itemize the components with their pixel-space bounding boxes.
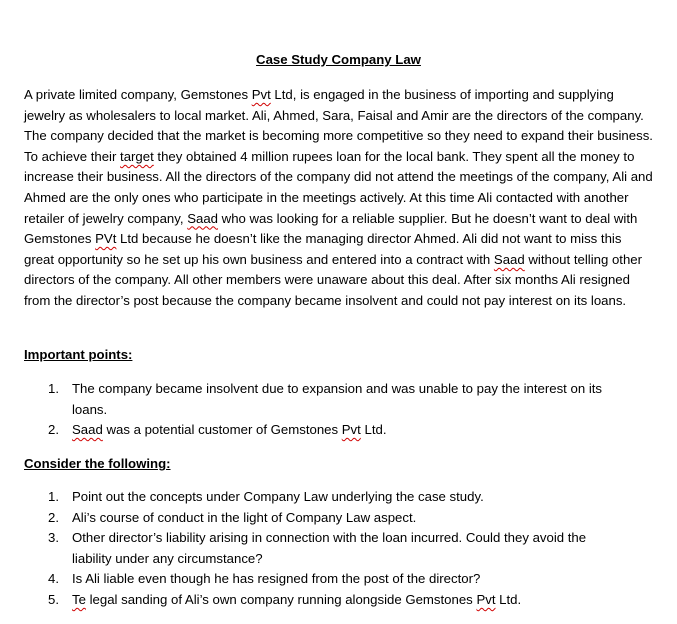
page-title: Case Study Company Law bbox=[256, 52, 421, 67]
list-item bbox=[24, 420, 624, 441]
list-number: 1. bbox=[48, 381, 59, 396]
spellcheck-word: Pvt bbox=[251, 87, 271, 102]
list-text: Te legal sanding of Ali’s own company running alongside Gemstones Pvt Ltd. bbox=[72, 591, 522, 607]
consider-heading: Consider the following: bbox=[24, 456, 171, 471]
list-number: 1. bbox=[48, 489, 59, 504]
list-number: 4. bbox=[48, 571, 59, 587]
spellcheck-word: Saad bbox=[72, 422, 103, 438]
list-item bbox=[24, 508, 624, 529]
list-text: Point out the concepts under Company Law underlying the case study. bbox=[72, 489, 484, 504]
spellcheck-word: Pvt bbox=[476, 591, 496, 607]
list-item bbox=[24, 487, 624, 508]
important-points-list bbox=[24, 379, 624, 441]
list-number: 2. bbox=[48, 422, 59, 438]
list-number: 3. bbox=[48, 530, 59, 546]
spellcheck-word: Saad bbox=[493, 251, 525, 267]
list-item bbox=[24, 528, 624, 569]
important-heading: Important points: bbox=[24, 347, 133, 362]
list-number: 2. bbox=[48, 509, 59, 525]
list-item bbox=[24, 379, 624, 420]
list-number: 5. bbox=[48, 591, 59, 607]
consider-list bbox=[24, 487, 624, 611]
spellcheck-word: Te bbox=[72, 591, 86, 607]
spellcheck-word: Saad bbox=[187, 210, 219, 226]
list-text: The company became insolvent due to expansion and was unable to pay the interest on its loans. bbox=[72, 381, 603, 417]
list-text: Ali’s course of conduct in the light of Company Law aspect. bbox=[72, 509, 417, 525]
spellcheck-word: PVt bbox=[95, 231, 117, 247]
list-text: Is Ali liable even though he has resigned from the post of the director? bbox=[72, 571, 481, 587]
spellcheck-word: Pvt bbox=[341, 422, 361, 438]
list-text: Saad was a potential customer of Gemstones Pvt Ltd. bbox=[72, 422, 387, 438]
list-text: Other director’s liability arising in connection with the loan incurred. Could they avoid the liability under any circumstance? bbox=[72, 530, 587, 566]
spellcheck-word: target bbox=[120, 148, 154, 164]
list-item bbox=[24, 590, 624, 611]
case-paragraph: A private limited company, Gemstones Pvt Ltd, is engaged in the business of importing and supplying jewelry as wholesalers to local market. Ali, Ahmed, Sara, Faisal and Amir are the directors of the company. The company decided that the market is becoming more competitive so they need to expand their business. To achieve their target they obtained 4 million rupees loan for the local bank. They spent all the money to increase their business. All the directors of the company did not attend the meetings of the company, Ali and Ahmed are the only ones who participate in the meetings actively. At this time Ali contacted with another retailer of jewelry company, Saad who was looking for a reliable supplier. But he doesn’t want to deal with Gemstones PVt Ltd because he doesn’t like the managing director Ahmed. Ali did not want to miss this great opportunity so he set up his own business and entered into a contract with Saad without telling other directors of the company. All other members were unaware about this deal. After six months Ali resigned from the director’s post because the company became insolvent and could not pay interest on its loans. bbox=[24, 87, 653, 308]
list-item bbox=[24, 569, 624, 590]
